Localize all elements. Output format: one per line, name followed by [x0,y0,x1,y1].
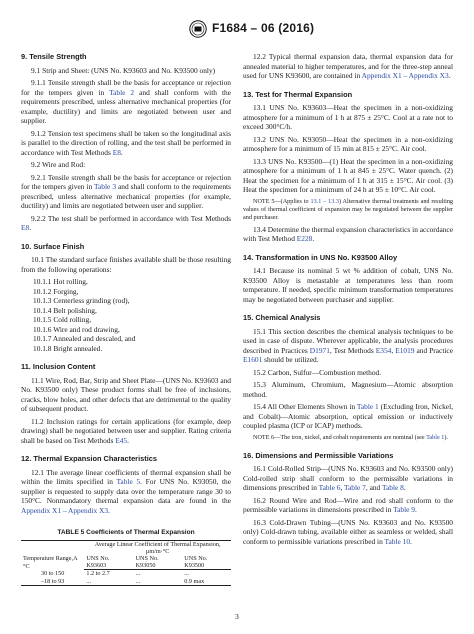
link-table-10[interactable]: Table 10 [384,536,411,546]
table-col-uns: UNS No. [184,554,208,562]
link-e354[interactable]: E354 [375,345,392,355]
list-item: 10.1.5 Cold rolling, [33,315,92,324]
para-9-1-1: 9.1.1 Tensile strength shall be the basis for acceptance or rejection for the tempers given in Table 2 and shall conform with the requirements prescribed, unless alternative mechanical properties (for example, ductility) and limits are negotiated between user and supplier. [21,78,231,125]
table-5-title: TABLE 5 Coefficients of Thermal Expansion [57,529,195,536]
right-column [243,52,453,549]
section-16-heading: 16. Dimensions and Permissible Variations [243,450,394,460]
para-14-1: 14.1 Because its nominal 5 wt % addition of cobalt, UNS No. K93500 Alloy is metastable at temperatures less than room temperature. If needed, specific minimum transformation temperatures may be negotiated between purchaser and supplier. [243,266,453,304]
link-appendix-x1-x3[interactable]: Appendix X1 – Appendix X3 [21,505,109,515]
link-d1971[interactable]: D1971 [309,345,330,355]
link-table-7[interactable]: Table 7 [344,483,366,492]
table-col-k93603: K93603 [84,562,133,570]
table-5 [21,540,231,586]
link-table-5[interactable]: Table 5 [116,477,141,486]
note-6: NOTE 6—The iron, nickel, and cobalt requirements are nominal (see Table 1). [253,433,448,441]
para-10-1: 10.1 The standard surface finishes available shall be those resulting from the following operations: [21,255,231,274]
link-table-3[interactable]: Table 3 [94,182,117,191]
link-table-1[interactable]: Table 1 [356,402,379,411]
para-11-2: 11.2 Inclusion ratings for certain applications (for example, deep drawing) shall be negotiated between user and supplier. Rating criteria shall be based on Test Methods E45. [21,416,231,445]
link-table-1-2[interactable]: Table 1 [426,433,445,441]
link-table-2[interactable]: Table 2 [109,87,135,97]
para-15-1: 15.1 This section describes the chemical analysis techniques to be used in case of dispute. Wherever applicable, the analysis procedures described in Practices D1971, Test Methods E354, E1019 and Practice E1601 should be utilized. [243,326,453,364]
link-e1019[interactable]: E1019 [395,345,415,355]
para-13-1: 13.1 UNS No. K93603—Heat the specimen in a non-oxidizing atmosphere for a minimum of 1 h at 875 ± 25°C. Cool at a rate not to exceed 300°C/h. [243,103,453,131]
page-header [0,18,474,40]
standard-designation: F1684 – 06 (2016) [212,21,315,35]
link-e45[interactable]: E45 [115,435,128,445]
para-12-2: 12.2 Typical thermal expansion data, thermal expansion data for annealed material to higher temperatures, and for the three-step anneal used for UNS K93600, are contained in Appendix X1 – Appendix X3. [243,52,453,80]
link-table-9[interactable]: Table 9 [393,505,415,514]
link-13-1-13-3[interactable]: 13.1 – 13.3 [310,197,339,205]
table-col-uns: UNS No. [86,554,110,562]
para-9-1-2: 9.1.2 Tension test specimens shall be taken so the longitudinal axis is parallel to the direction of rolling, and the test shall be performed in accordance with Test Methods E8. [21,128,231,157]
para-13-4: 13.4 Determine the thermal expansion characteristics in accordance with Test Method E228. [243,224,453,243]
link-table-6[interactable]: Table 6 [318,483,341,492]
para-16-3: 16.3 Cold-Drawn Tubing—(UNS No. K93603 and No. K93500 only) Cold-drawn tubing, available either as seamless or welded, shall conform to permissible variations prescribed in Table 10. [243,517,453,546]
para-13-2: 13.2 UNS No. K93050—Heat the specimen in a non-oxidizing atmosphere for a minimum of 15 min at 815 ± 25°C. Air cool. [243,134,453,153]
section-13-heading: 13. Test for Thermal Expansion [243,89,353,99]
section-10-heading: 10. Surface Finish [21,241,85,251]
list-item: 10.1.8 Bright annealed. [33,343,103,353]
list-item: 10.1.4 Belt polishing, [33,305,97,315]
para-9-2: 9.2 Wire and Rod: [31,160,86,169]
para-12-1: 12.1 The average linear coefficients of thermal expansion shall be within the limits specified in Table 5. For UNS No. K93050, the supplier is requested to supply data over the temperature range 30 to 150°C. Nonmandatory thermal expansion data are found in the Appendix X1 – Appendix X3. [21,467,231,515]
section-12-heading: 12. Thermal Expansion Characteristics [21,454,157,463]
link-e8[interactable]: E8 [112,147,121,157]
section-14-heading: 14. Transformation in UNS No. K93500 Alloy [243,252,398,262]
para-11-1: 11.1 Wire, Rod, Bar, Strip and Sheet Plate—(UNS No. K93603 and No. K93500 only) These product forms shall be free of inclusions, cracks, blow holes, and other defects that are detrimental to the quality of subsequent product. [21,375,231,413]
para-9-2-1: 9.2.1 Tensile strength shall be the basis for acceptance or rejection for the tempers given in Table 3 and shall conform to the requirements prescribed, unless alternative mechanical properties (for example, ductility) and limits are negotiated between user and supplier. [21,172,231,210]
link-e8-2[interactable]: E8 [21,223,30,232]
list-item: 10.1.3 Centerless grinding (rod), [33,296,130,305]
section-9-heading: 9. Tensile Strength [21,52,87,61]
astm-logo-icon [189,20,207,38]
list-item: 10.1.7 Annealed and descaled, and [33,334,136,343]
left-column [21,52,231,586]
para-15-4: 15.4 All Other Elements Shown in Table 1 (Excluding Iron, Nickel, and Cobalt)—Atomic absorption, optical emission or inductively coupled plasma (ICP or ICAP) methods. [243,402,453,430]
surface-finish-list [21,277,231,353]
para-15-2: 15.2 Carbon, Sulfur—Combustion method. [253,367,382,377]
section-11-heading: 11. Inclusion Content [21,362,96,371]
list-item: 10.1.1 Hot rolling, [33,277,88,286]
link-appendix-x1-x3-2[interactable]: Appendix X1 – Appendix X3 [361,71,449,80]
note-5: NOTE 5—(Applies to 13.1 – 13.3) Alternative thermal treatments and resulting values of thermal coefficient of expansion may be negotiated between the supplier and purchaser. [243,197,454,221]
link-e228[interactable]: E228 [296,234,313,243]
list-item: 10.1.6 Wire and rod drawing, [33,324,120,334]
page-number: 3 [235,612,239,621]
table-col-uns: UNS No. [135,554,159,562]
para-13-3: 13.3 UNS No. K93500—(1) Heat the specimen in a non-oxidizing atmosphere for a minimum of 1 h at 845 ± 25°C. Water quench. (2) Heat the specimen for a minimum of 1 h at 315 ± 15°C. Air cool. (3) Heat the specimen for a minimum of 24 h at 95 ± 10°C. Air cool. [243,156,453,194]
table-col-group: Average Linear Coefficient of Thermal Expansion, μm/m·°C [84,540,231,555]
section-15-heading: 15. Chemical Analysis [243,313,321,322]
list-item: 10.1.2 Forging, [33,286,79,296]
table-col-k93050: K93050 [134,562,183,570]
link-e1601[interactable]: E1601 [243,355,263,364]
table-row: 30 to 150 1.2 to 2.7 ... ... [40,570,189,578]
para-16-2: 16.2 Round Wire and Rod—Wire and rod shall conform to the permissible variations in dimensions prescribed in Table 9. [243,495,453,514]
link-table-8[interactable]: Table 8 [381,483,404,492]
table-row: –18 to 93 ... ... 0.9 max [21,578,231,586]
para-15-3: 15.3 Aluminum, Chromium, Magnesium—Atomic absorption method. [243,380,453,399]
table-col-k93500: K93500 [182,562,231,570]
para-16-1: 16.1 Cold-Rolled Strip—(UNS No. K93603 and No. K93500 only) Cold-rolled strip shall conform to the permissible variations in dimensions prescribed in Table 6, Table 7, and Table 8. [243,464,453,492]
para-9-2-2: 9.2.2 The test shall be performed in accordance with Test Methods E8. [21,213,231,232]
para-9-1: 9.1 Strip and Sheet: (UNS No. K93603 and No. K93500 only) [31,65,216,75]
table-col-temperature: Temperature Range,A °C [23,555,78,570]
